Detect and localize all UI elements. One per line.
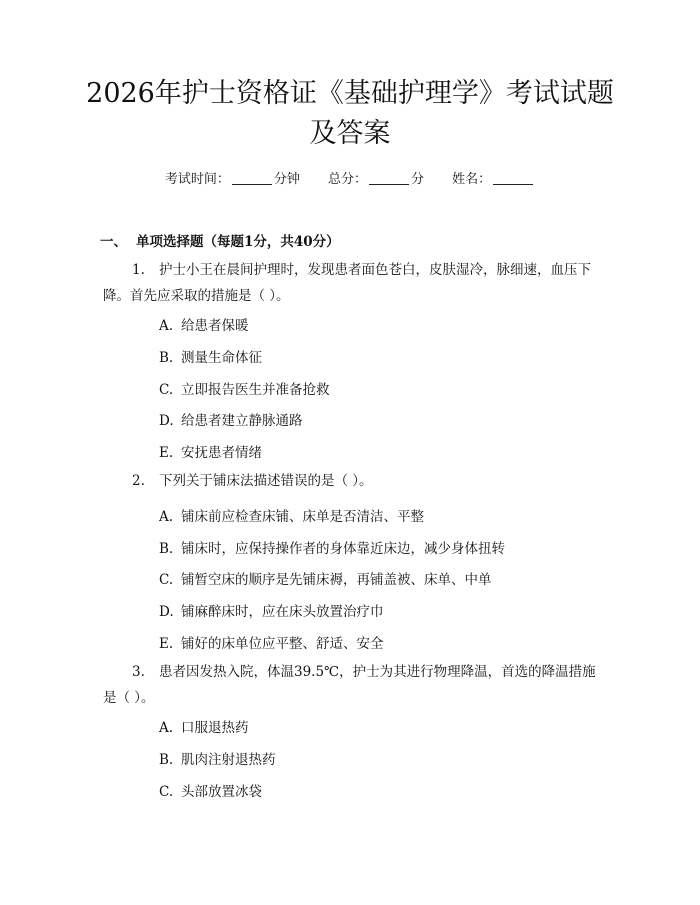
question-3-option-c [159, 780, 262, 800]
question-number: 2. [132, 473, 145, 489]
exam-time-unit: 分钟 [273, 172, 300, 187]
option-text: 肌肉注射退热药 [181, 752, 276, 768]
question-1-stem [103, 257, 603, 309]
name-label: 姓名： [452, 172, 492, 187]
option-text: 铺好的床单位应平整、舒适、安全 [181, 636, 384, 652]
total-score-label: 总分： [327, 172, 367, 187]
option-letter: C. [159, 784, 174, 800]
exam-meta [0, 168, 700, 187]
question-1-option-a [159, 314, 249, 334]
section-heading [100, 230, 340, 250]
option-letter: D. [159, 604, 174, 620]
option-letter: E. [159, 445, 174, 461]
total-score-field [328, 168, 424, 187]
question-3-stem [103, 659, 603, 711]
option-text: 测量生命体征 [181, 350, 262, 366]
option-letter: A. [159, 509, 174, 525]
option-text: 口服退热药 [181, 720, 249, 736]
question-1-option-d [159, 409, 303, 429]
option-text: 铺暂空床的顺序是先铺床褥，再铺盖被、床单、中单 [181, 572, 492, 588]
document-title [60, 74, 640, 154]
option-text: 立即报告医生并准备抢救 [181, 382, 330, 398]
question-number: 1. [132, 262, 145, 278]
exam-time-label: 考试时间： [164, 172, 230, 187]
question-number: 3. [132, 664, 145, 680]
question-2-stem [103, 468, 603, 494]
option-letter: E. [159, 636, 174, 652]
name-blank [493, 170, 533, 185]
option-letter: A. [159, 720, 174, 736]
title-line-2: 及答案 [309, 118, 391, 149]
question-text: 下列关于铺床法描述错误的是（ ）。 [159, 473, 373, 489]
question-1-option-b [159, 346, 262, 366]
option-text: 铺床时，应保持操作者的身体靠近床边，减少身体扭转 [181, 541, 505, 557]
option-text: 铺床前应检查床铺、床单是否清洁、平整 [181, 509, 424, 525]
exam-time-field [165, 168, 300, 187]
question-2-option-e [159, 632, 384, 652]
option-letter: B. [159, 350, 174, 366]
total-score-unit: 分 [411, 172, 425, 187]
question-2-option-d [159, 600, 384, 620]
total-score-blank [369, 170, 409, 185]
question-1-option-e [159, 441, 262, 461]
option-text: 头部放置冰袋 [181, 784, 262, 800]
option-text: 给患者保暖 [181, 318, 249, 334]
option-text: 给患者建立静脉通路 [181, 413, 303, 429]
option-letter: C. [159, 382, 174, 398]
exam-time-blank [232, 170, 272, 185]
name-field [452, 168, 535, 187]
section-title: 单项选择题（每题1分，共40分） [136, 234, 340, 250]
question-3-option-b [159, 748, 276, 768]
section-number: 一、 [100, 234, 127, 250]
option-text: 铺麻醉床时，应在床头放置治疗巾 [181, 604, 384, 620]
question-text: 患者因发热入院，体温39.5℃，护士为其进行物理降温，首选的降温措施是（ ）。 [103, 664, 596, 706]
option-letter: D. [159, 413, 174, 429]
question-text: 护士小王在晨间护理时，发现患者面色苍白，皮肤湿冷，脉细速，血压下降。首先应采取的措施是（ ）。 [103, 262, 591, 304]
question-2-option-a [159, 505, 424, 525]
question-3-option-a [159, 716, 249, 736]
option-letter: B. [159, 752, 174, 768]
question-2-option-b [159, 537, 505, 557]
question-1-option-c [159, 378, 330, 398]
option-letter: A. [159, 318, 174, 334]
option-text: 安抚患者情绪 [181, 445, 262, 461]
question-2-option-c [159, 568, 492, 588]
option-letter: B. [159, 541, 174, 557]
title-line-1: 2026年护士资格证《基础护理学》考试试题 [86, 78, 614, 109]
option-letter: C. [159, 572, 174, 588]
